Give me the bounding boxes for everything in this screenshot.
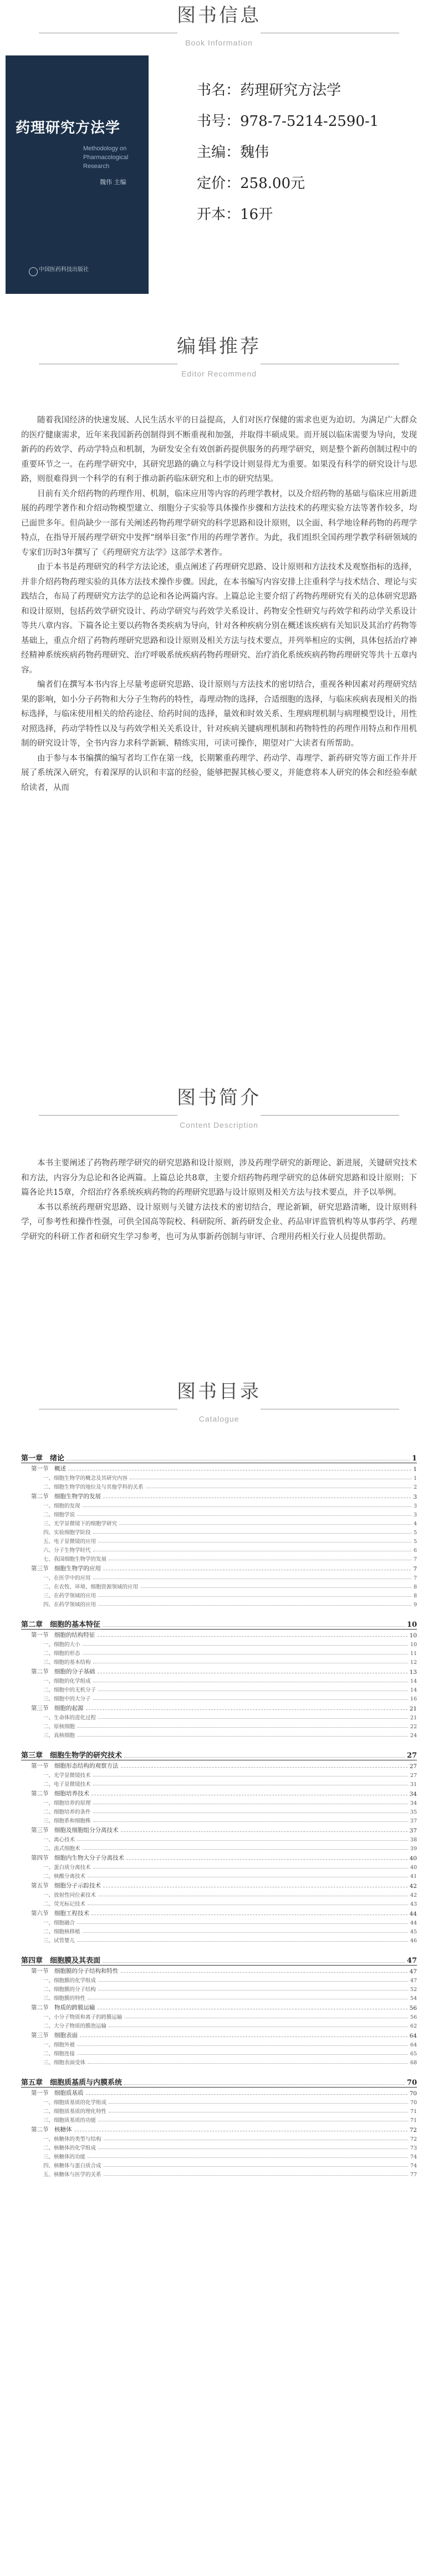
toc-item [21,1693,417,1702]
toc-leader [77,1840,408,1841]
toc-page-number: 74 [410,2163,417,2169]
toc-page-number: 4 [413,1521,417,1527]
toc-page-number: 7 [413,1556,417,1562]
toc-label: 第二节 物质的跨膜运输 [31,2004,95,2011]
toc-label: 一、小分子物质和离子的跨膜运输 [43,2014,123,2020]
toc-label: 七、我国细胞生物学的发展 [43,1556,107,1562]
toc-label: 一、细胞培养的原理 [43,1800,91,1806]
toc-item [21,2160,417,2169]
toc-item [21,2134,417,2142]
toc-item [21,1984,417,1993]
toc-item [21,1684,417,1693]
toc-chapter [21,1952,417,1965]
toc-label: 四、在药学领域的应用 [43,1602,96,1608]
toc-item [21,1648,417,1657]
toc-section [21,1562,417,1572]
toc-page-number: 70 [406,2079,417,2087]
toc-item [21,1806,417,1815]
toc-section [21,1880,417,1890]
toc-page-number: 37 [409,1827,417,1834]
toc-label: 三、核糖体的功能 [43,2154,86,2160]
toc-leader [93,1868,408,1869]
toc-page-number: 1 [413,1466,417,1473]
toc-page-number: 71 [410,2109,417,2115]
toc-label: 第三节 细胞生物学的应用 [31,1565,101,1572]
heading-divider [0,1110,438,1120]
toc-page-number: 24 [410,1733,417,1739]
toc-leader [86,2094,408,2095]
toc-leader [126,1859,408,1860]
toc-label: 一、生命体的进化过程 [43,1715,96,1721]
toc-page-number: 54 [410,1995,417,2002]
toc-item [21,2012,417,2020]
book-info-title: 图书信息 [177,5,261,26]
toc-section [21,2124,417,2134]
toc-item [21,1545,417,1554]
recommend-paragraph: 目前有关介绍药物的药理作用、机制，临床应用等内容的药理学教材，以及介绍药物的基础与临床应用新进展的药理学著作和介绍动物模型建立、细胞分子实验等具体操作步骤和方法技术的药理实验方法等著作较多，均已面世多年。但尚缺少一部有关阐述药物药理学研究的科学思路和设计原则，以全面、科学地诠释药物的药理学特点，在指导开展药理学研究中发挥“纲举目张”作用的药理学著作。为此，我们组织全国药理学教学科研领域的专家们历时3年撰写了《药理研究方法学》这部学术著作。 [21,489,417,557]
book-info-fields [197,75,379,230]
toc-leader [98,1605,411,1606]
intro-subtitle: Content Description [180,1121,258,1129]
toc-leader [83,1506,411,1507]
toc-label: 第二节 细胞培养技术 [31,1790,89,1797]
toc-item [21,2142,417,2151]
toc-page-number: 46 [410,1938,417,1944]
toc-section [21,1965,417,1975]
toc-label: 第四章 细胞膜及其表面 [21,1957,101,1965]
toc-label: 二、原核细胞 [43,1724,75,1730]
toc-page-number: 27 [406,1752,417,1760]
recommend-paragraph: 编者们在撰写本书内容上尽量考虑研究思路、设计原则与方法技术的密切结合，重视各种因素对药理研究结果的影响，如小分子药物和大分子生物药的特性，毒理动物的选择，合适细胞的选择，与临床疾病表现相关的指标选择，与临床使用相关的给药途径、给药时间的选择，量效和时效关系、生理病理机制与病理模型设计，用性对照选择，药动学特性以及与药效学相关关系设计，针对疾病关键病理机制和药物特性的药理作用特点和作用机制的研究设计等，全书内容力求科学新颖、精练实用，可读可操作，期望对广大读者有所帮助。 [21,680,417,748]
toc-label: 二、荧光标记技术 [43,1901,86,1907]
catalogue-title: 图书目录 [177,1381,261,1402]
toc-leader [104,2175,408,2176]
toc-label: 第四节 细胞内生物大分子分离技术 [31,1855,124,1861]
toc-page-number: 14 [410,1687,417,1693]
toc-leader [83,1849,408,1850]
toc-item [21,1554,417,1562]
toc-label: 一、在医学中的应用 [43,1575,91,1581]
toc-leader [98,1596,411,1597]
toc-page-number: 72 [410,2136,417,2142]
toc-label: 二、细胞生物学的地位及与其他学科的关系 [43,1484,144,1490]
toc-label: 二、核糖体的化学组成 [43,2145,96,2151]
toc-page-number: 35 [410,1809,417,1815]
toc-page-number: 3 [413,1512,417,1518]
toc-label: 第三节 细胞及细胞组分分离技术 [31,1827,119,1834]
toc-section [21,2029,417,2039]
toc-item [21,1993,417,2002]
toc-leader [109,2103,408,2104]
toc-label: 二、细胞学说 [43,1512,75,1518]
toc-leader [88,2157,408,2158]
toc-page-number: 44 [410,1920,417,1926]
toc-page-number: 68 [410,2060,417,2066]
toc-page-number: 39 [410,1846,417,1852]
toc-label: 第五章 细胞质基质与内膜系统 [21,2079,123,2087]
toc-label: 第二节 细胞的分子基础 [31,1668,95,1675]
toc-leader [124,1757,405,1758]
toc-item [21,2169,417,2178]
toc-label: 二、流式细胞术 [43,1846,80,1852]
toc-page-number: 3 [413,1503,417,1509]
toc-item [21,1917,417,1926]
cover-publisher: 中国医药科技出版社 [39,267,89,273]
book-info-subtitle: Book Information [185,38,253,47]
toc-leader [77,1941,408,1942]
toc-label: 六、分子生物学时代 [43,1547,91,1554]
toc-leader [86,1709,408,1710]
toc-page-number: 12 [410,1659,417,1666]
toc-label: 三、真核细胞 [43,1733,75,1739]
toc-chapter [21,1747,417,1760]
toc-leader [121,1767,408,1768]
toc-section [21,2002,417,2012]
toc-item [21,1590,417,1599]
toc-page-number: 31 [410,1781,417,1788]
toc-page-number: 38 [410,1837,417,1843]
toc-item [21,1935,417,1944]
toc-label: 三、细胞表面受体 [43,2060,86,2066]
toc-item [21,1779,417,1788]
toc-item [21,2020,417,2029]
toc-label: 二、细胞连接 [43,2051,75,2057]
toc-item [21,1657,417,1666]
toc-page-number: 11 [410,1651,417,1657]
toc-label: 一、细胞融合 [43,1920,75,1926]
toc-label: 二、细胞的形态 [43,1651,80,1657]
toc-page-number: 16 [410,1696,417,1702]
toc-label: 四、实验细胞学阶段 [43,1530,91,1536]
book-cover [6,55,149,294]
table-of-contents [21,1442,417,2178]
toc-label: 第五节 细胞分子示踪技术 [31,1882,101,1889]
toc-page-number: 27 [409,1763,417,1770]
toc-item [21,1975,417,1984]
toc-leader [98,1718,408,1719]
toc-item [21,1572,417,1581]
toc-page-number: 70 [410,2100,417,2106]
toc-label: 第六节 细胞工程技术 [31,1910,89,1917]
toc-section [21,1702,417,1712]
toc-page-number: 10 [409,1632,417,1639]
toc-label: 一、细胞质基质的化学组成 [43,2100,107,2106]
toc-label: 第三节 细胞表面 [31,2032,78,2039]
toc-page-number: 7 [413,1566,417,1572]
toc-page-number: 22 [410,1724,417,1730]
toc-item [21,2097,417,2106]
toc-page-number: 8 [413,1593,417,1599]
toc-leader [103,1626,405,1627]
toc-item [21,1730,417,1739]
field-isbn: 书号：978-7-5214-2590-1 [197,113,379,130]
toc-section [21,1907,417,1917]
toc-page-number: 47 [409,1968,417,1975]
toc-item [21,2106,417,2115]
toc-label: 一、光学显微镜技术 [43,1773,91,1779]
toc-chapter [21,1616,417,1629]
toc-label: 三、试管婴儿 [43,1938,75,1944]
toc-page-number: 7 [413,1575,417,1581]
toc-page-number: 41 [410,1874,417,1880]
toc-label: 三、细胞中的大分子 [43,1696,91,1702]
toc-label: 二、电子显微镜技术 [43,1781,91,1788]
toc-page-number: 74 [410,2154,417,2160]
intro-paragraph: 本书主要阐述了药物药理学研究的研究思路和设计原则，涉及药理学研究的新理论、新进展，关键研究技术和方法，内容分为总论和各论两篇。上篇总论共8章，主要介绍药物药理学研究的总体研究思路和设计原则；下篇各论共15章，介绍治疗各系统疾病药物的药理研究思路与设计原则及相关方法与技术要点，并予以举例。 [21,1159,417,1197]
toc-section [21,1824,417,1834]
toc-leader [77,2045,408,2046]
toc-leader [103,1962,405,1963]
toc-page-number: 5 [413,1530,417,1536]
toc-item [21,1926,417,1935]
toc-page-number: 65 [410,2051,417,2057]
toc-section [21,1666,417,1676]
toc-section [21,1760,417,1770]
heading-divider [0,359,438,369]
toc-item [21,1676,417,1684]
intro-title: 图书简介 [177,1087,261,1108]
toc-label: 一、放射性同位素技术 [43,1892,96,1898]
intro-body [21,1156,417,1244]
toc-item [21,1536,417,1545]
toc-item [21,1871,417,1880]
toc-page-number: 71 [410,2117,417,2124]
toc-leader [121,1831,408,1832]
toc-label: 二、在农牧、环境、细胞资源领域的应用 [43,1584,139,1590]
toc-section [21,1788,417,1798]
toc-label: 第一节 细胞质基质 [31,2090,84,2096]
toc-leader [104,2166,408,2167]
toc-label: 三、在药学领域的应用 [43,1593,96,1599]
toc-label: 一、核糖体的类型与结构 [43,2136,101,2142]
toc-label: 一、细胞的大小 [43,1642,80,1648]
toc-item [21,1500,417,1509]
field-format: 开本：16开 [197,206,273,223]
toc-item [21,2151,417,2160]
toc-leader [98,1636,408,1637]
toc-page-number: 13 [409,1669,417,1676]
toc-page-number: 47 [410,1978,417,1984]
catalogue-subtitle: Catalogue [198,1414,240,1423]
toc-page-number: 43 [410,1901,417,1907]
toc-label: 三、细胞质基质的功能 [43,2117,96,2124]
recommend-subtitle: Editor Recommend [181,369,257,378]
toc-leader [77,1736,408,1737]
toc-page-number: 6 [413,1547,417,1554]
toc-label: 第一章 绪论 [21,1454,65,1463]
recommend-paragraph: 由于本书是药理研究的科学方法论述，重点阐述了药理研究思路、设计原则和方法技术及观察指标的选择，并非介绍药物药理实验的具体方法技术操作步骤。因此，在本书编写内容安排上注重科学与技术结合、理论与实践结合，布局了药理研究方法学的总论和各论两篇内容。上篇总论主要介绍了药物药理研究有关的总体研究思路和设计原则，包括药效学研究设计、药动学研究与药效学关系设计、药物安全性研究与药效学和药动学关系设计等共八章内容。下篇各论主要以药物各类疾病为导向，针对各种疾病分别在概述该疾病有关知识及其治疗药物等基础上，重点介绍了药物药理研究思路和设计原则及相关方法与技术要点，并列举相应的实例，具体包括治疗神经精神系统疾病药物药理研究、治疗呼吸系统疾病药物药理研究、治疗消化系统疾病药物药理研究等共十五章内容。 [21,563,417,675]
toc-leader [93,1533,411,1534]
toc-label: 一、细胞的发现 [43,1503,80,1509]
toc-leader [119,1524,411,1525]
toc-label: 三、细胞膜的特性 [43,1995,86,2002]
toc-leader [124,2084,405,2085]
toc-page-number: 42 [409,1883,417,1890]
toc-page-number: 8 [413,1584,417,1590]
toc-page-number: 9 [413,1602,417,1608]
toc-chapter [21,2074,417,2087]
toc-item [21,1473,417,1482]
toc-label: 第一节 细胞形态结构的观察方法 [31,1763,119,1769]
toc-item [21,2039,417,2048]
toc-leader [93,1821,408,1822]
toc-label: 一、细胞生物学的概念及其研究内容 [43,1475,128,1482]
toc-label: 二、细胞培养的条件 [43,1809,91,1815]
cover-author: 魏伟 主编 [100,179,126,186]
field-title: 书名：药理研究方法学 [197,82,342,99]
intro-heading [0,1087,438,1130]
toc-section [21,1490,417,1500]
toc-page-number: 64 [410,2042,417,2048]
toc-label: 二、细胞膜的分子结构 [43,1987,96,1993]
toc-item [21,1581,417,1590]
toc-section [21,1463,417,1473]
toc-page-number: 77 [410,2172,417,2178]
toc-page-number: 62 [410,2023,417,2029]
toc-label: 二、核酸分离技术 [43,1874,86,1880]
toc-leader [77,1727,408,1728]
toc-page-number: 10 [410,1642,417,1648]
recommend-paragraph: 随着我国经济的快速发展、人民生活水平的日益提高，人们对医疗保健的需求也更为迫切。为满足广大群众的医疗健康需求，近年来我国新药创制得到不断重视和加强，并取得丰硕成果。而开展以临床需要为导向，发现新药的药效学、药动学特点和机制，为研发安全有效创新药提供服务的药理学研究，则是整个新药创制过程中的重要环节之一。在药理学研究中，其研究思路的确立与科学设计则显得尤为重要。如果没有科学的研究设计与思路，则很难得到一个科学的有利于推动新药临床研究和上市的研究结果。 [21,416,417,483]
toc-item [21,1815,417,1824]
toc-label: 五、核糖体与医学的关系 [43,2172,101,2178]
toc-page-number: 72 [409,2127,417,2134]
toc-page-number: 42 [410,1892,417,1898]
toc-item [21,1834,417,1843]
toc-section [21,1852,417,1862]
toc-page-number: 3 [413,1494,417,1500]
intro-paragraph: 本书以系统药理研究思路、设计原则与关键方法技术的密切结合，理论新颖，研究思路清晰，设计原则科学，可参考性和操作性强，可供全国高等院校、科研院所、新药研发企业、药品审评监管机构等从事药学、药理学研究的科研工作者和研究生学习参考，也可为从事新药创制与审评、合理用药相关行业人员提供帮助。 [21,1203,417,1241]
toc-page-number: 5 [413,1539,417,1545]
toc-leader [77,1515,411,1516]
publisher-logo-icon [29,267,38,276]
toc-item [21,2048,417,2057]
toc-page-number: 1 [411,1454,417,1463]
toc-page-number: 10 [406,1621,417,1629]
toc-leader [93,1699,408,1700]
toc-item [21,1712,417,1721]
catalogue-heading [0,1381,438,1424]
toc-page-number: 47 [406,1957,417,1965]
recommend-body [21,413,417,795]
toc-item [21,1639,417,1648]
toc-label: 三、光学显微镜下的细胞学研究 [43,1521,118,1527]
toc-label: 第一节 细胞的结构特征 [31,1632,95,1638]
toc-label: 三、细胞系和细胞株 [43,1818,91,1824]
heading-divider [0,28,438,38]
field-price: 定价：258.00元 [197,175,305,192]
toc-item [21,2057,417,2066]
toc-label: 第三章 细胞生物学的研究技术 [21,1752,123,1760]
toc-page-number: 40 [409,1855,417,1862]
toc-label: 三、细胞的基本结构 [43,1659,91,1666]
toc-leader [88,2063,408,2064]
toc-item [21,1599,417,1608]
toc-page-number: 44 [409,1911,417,1917]
toc-item [21,1798,417,1806]
toc-page-number: 73 [410,2145,417,2151]
toc-label: 第二节 细胞生物学的发展 [31,1493,101,1500]
cover-title-en: Methodology on Pharmacological Research [83,145,129,170]
field-editor: 主编：魏伟 [197,144,269,161]
toc-item [21,1518,417,1527]
toc-page-number: 56 [409,2005,417,2012]
toc-label: 五、电子显微镜的应用 [43,1539,96,1545]
toc-label: 二、细胞核移植 [43,1929,80,1935]
toc-item [21,1482,417,1490]
toc-label: 一、离心技术 [43,1837,75,1843]
toc-page-number: 27 [410,1773,417,1779]
recommend-title: 编辑推荐 [177,336,261,357]
toc-label: 第三节 细胞的起源 [31,1705,84,1712]
toc-leader [83,1932,408,1933]
toc-item [21,2115,417,2124]
toc-page-number: 40 [410,1865,417,1871]
toc-leader [140,1587,411,1588]
toc-leader [77,2054,408,2055]
toc-page-number: 21 [409,1706,417,1712]
toc-item [21,1890,417,1898]
toc-label: 第一节 概述 [31,1465,66,1472]
toc-item [21,1721,417,1730]
toc-section [21,2087,417,2097]
toc-leader [98,1981,408,1982]
toc-item [21,1898,417,1907]
toc-page-number: 14 [410,1678,417,1684]
toc-chapter [21,1449,417,1463]
toc-leader [77,1923,408,1924]
toc-item [21,1843,417,1852]
toc-label: 第二章 细胞的基本特征 [21,1621,101,1629]
toc-page-number: 56 [410,2014,417,2020]
toc-page-number: 21 [410,1715,417,1721]
toc-label: 一、蛋白质分离技术 [43,1865,91,1871]
recommend-paragraph: 由于参与本书编撰的编写者均工作在第一线，长期繁重药理学、药动学、毒理学、新药研究等方面工作并开展了系统深入研究，有着深厚的认识和丰富的经验，能够把握其核心要义，并能意将本人研究的体会和经验奉献给读者，从而 [21,754,417,792]
toc-label: 四、核糖体与蛋白质合成 [43,2163,101,2169]
toc-item [21,1527,417,1536]
toc-item [21,1862,417,1871]
toc-label: 一、细胞膜的化学组成 [43,1978,96,1984]
toc-page-number: 52 [410,1987,417,1993]
toc-label: 一、细胞外被 [43,2042,75,2048]
heading-divider [0,1404,438,1414]
toc-page-number: 70 [409,2090,417,2097]
toc-item [21,1509,417,1518]
toc-leader [121,1972,408,1973]
toc-page-number: 34 [409,1791,417,1798]
toc-label: 二、大分子物质的膜泡运输 [43,2023,107,2029]
recommend-heading [0,335,438,379]
toc-item [21,1770,417,1779]
toc-page-number: 34 [410,1800,417,1806]
toc-page-number: 1 [413,1475,417,1482]
toc-page-number: 37 [410,1818,417,1824]
cover-title: 药理研究方法学 [16,119,121,136]
toc-label: 第二节 核糖体 [31,2126,72,2133]
toc-page-number: 64 [409,2033,417,2039]
toc-page-number: 45 [410,1929,417,1935]
toc-label: 一、细胞的化学组成 [43,1678,91,1684]
toc-label: 二、细胞质基质的理化特性 [43,2109,107,2115]
toc-page-number: 2 [413,1484,417,1490]
book-info-heading [0,4,438,48]
toc-label: 第一节 细胞膜的分子结构和特性 [31,1968,119,1974]
toc-label: 二、细胞中的无机分子 [43,1687,96,1693]
toc-section [21,1629,417,1639]
toc-leader [83,1645,408,1646]
